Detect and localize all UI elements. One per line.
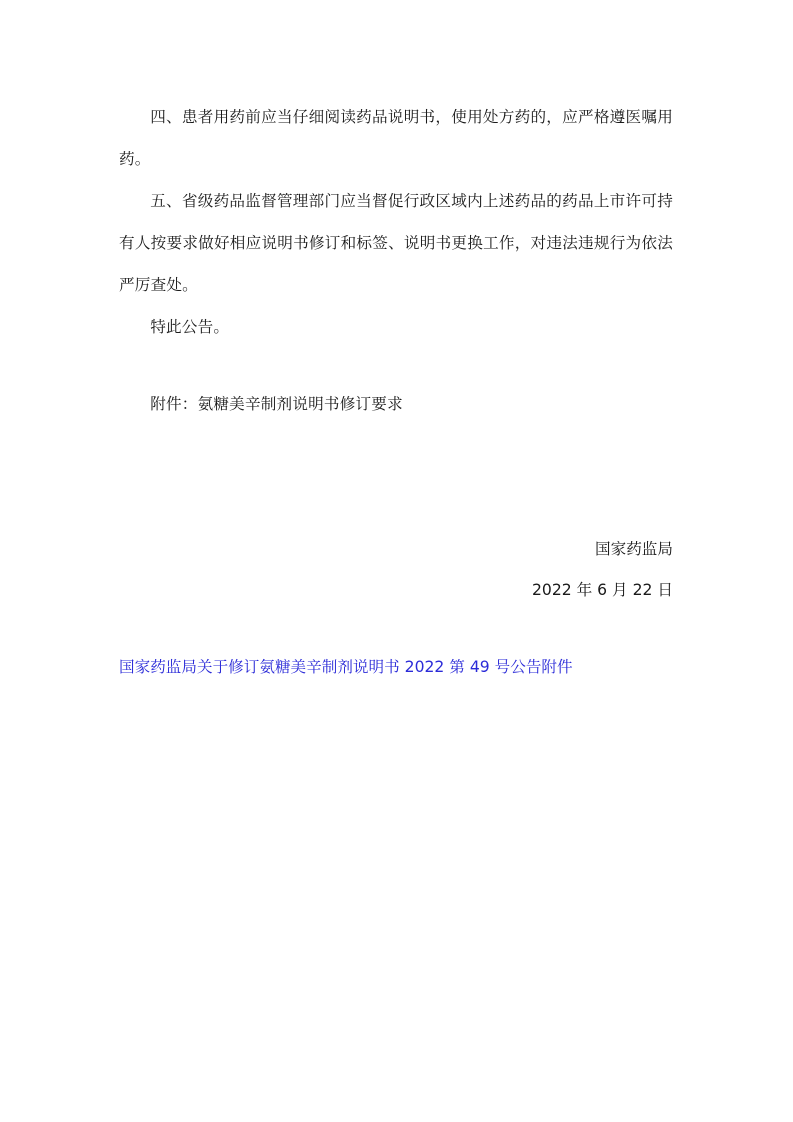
notice-text: 特此公告。	[150, 318, 230, 336]
signature-organization: 国家药监局	[595, 540, 673, 558]
signature-date: 2022 年 6 月 22 日	[531, 581, 673, 599]
attachment-line: 附件：氨糖美辛制剂说明书修订要求	[150, 395, 403, 413]
paragraph-5: 五、省级药品监督管理部门应当督促行政区域内上述药品的药品上市许可持有人按要求做好相应说明书修订和标签、说明书更换工作，对违法违规行为依法严厉查处。	[119, 192, 673, 294]
paragraph-4: 四、患者用药前应当仔细阅读药品说明书，使用处方药的，应严格遵医嘱用药。	[119, 108, 673, 168]
attachment-link[interactable]: 国家药监局关于修订氨糖美辛制剂说明书 2022 第 49 号公告附件	[119, 658, 573, 676]
